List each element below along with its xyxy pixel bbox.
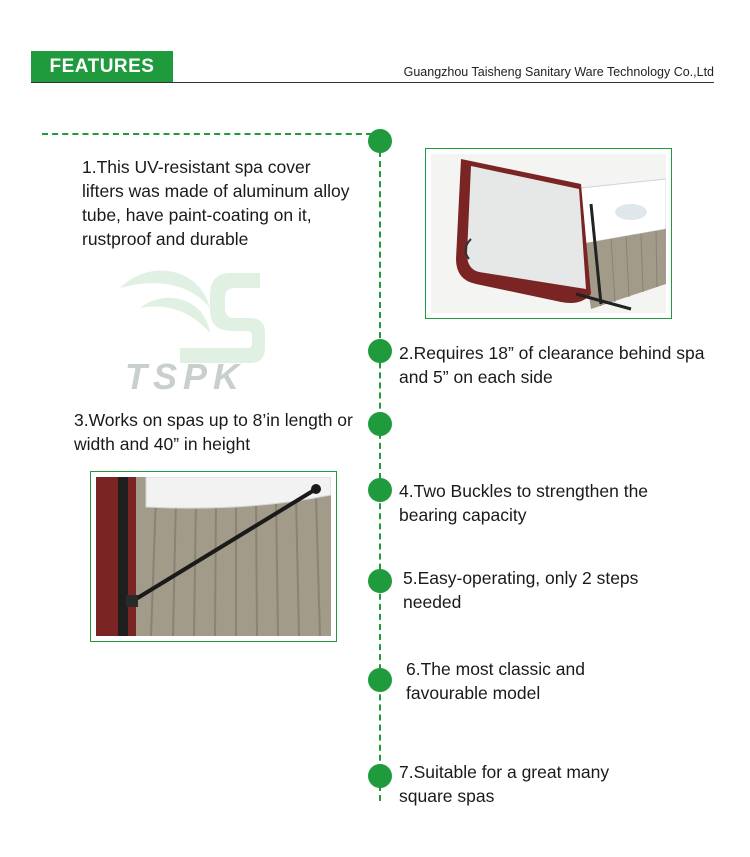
feature-5-text: 5.Easy-operating, only 2 steps needed	[403, 568, 639, 612]
feature-6-text: 6.The most classic and favourable model	[406, 659, 585, 703]
header-divider	[31, 82, 714, 83]
timeline-vertical-line	[379, 141, 381, 801]
timeline-dot	[368, 569, 392, 593]
feature-3-text: 3.Works on spas up to 8’in length or width and 40” in height	[74, 410, 353, 454]
spa-cover-lifter-photo	[425, 148, 672, 319]
company-name: Guangzhou Taisheng Sanitary Ware Technology Co.,Ltd	[403, 65, 714, 79]
feature-7-text: 7.Suitable for a great many square spas	[399, 762, 610, 806]
timeline-dot	[368, 129, 392, 153]
timeline-dot	[368, 668, 392, 692]
feature-2-text: 2.Requires 18” of clearance behind spa and 5” on each side	[399, 343, 705, 387]
buckle-closeup-photo	[90, 471, 337, 642]
timeline-dot	[368, 412, 392, 436]
timeline-dot	[368, 764, 392, 788]
feature-4-text: 4.Two Buckles to strengthen the bearing capacity	[399, 481, 649, 525]
tspk-watermark-text: TSPK	[125, 356, 246, 397]
timeline-dot	[368, 478, 392, 502]
features-badge: FEATURES	[31, 51, 173, 83]
timeline-dot	[368, 339, 392, 363]
feature-1-text: 1.This UV-resistant spa cover lifters was made of aluminum alloy tube, have paint-coating on it, rustproof and durable	[82, 157, 350, 249]
timeline-horizontal-line	[42, 133, 372, 135]
